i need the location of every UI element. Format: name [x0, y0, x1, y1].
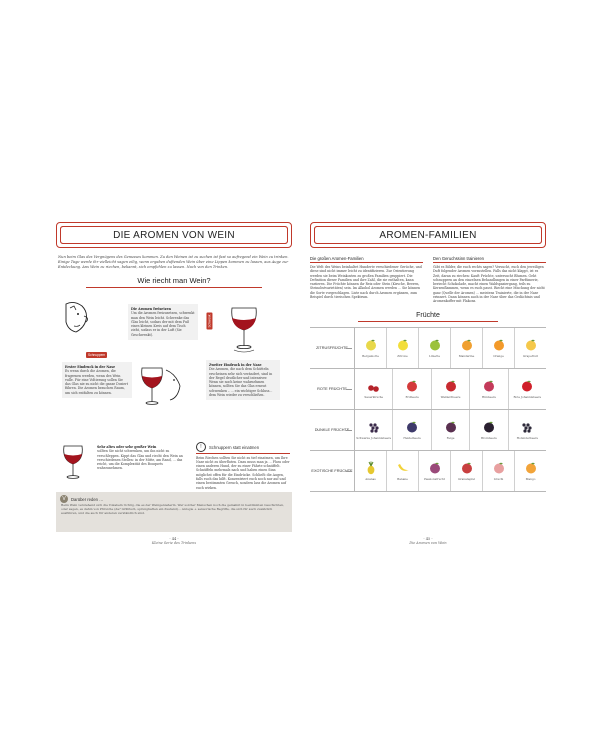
tag-swirl: Schwenk: [207, 314, 212, 328]
tip-title: Darüber reden …: [71, 496, 104, 502]
fruit-name: Feige: [446, 436, 455, 441]
fruit-cell: [432, 369, 470, 409]
fruit-name: Mango: [525, 477, 536, 482]
fruit-cell: [483, 328, 515, 368]
fruit-name: Bergamotte: [362, 354, 379, 359]
fruit-cell: [355, 369, 393, 409]
left-page-caption: Kleine Serie des Trinkens: [151, 541, 197, 545]
fruit-name: Holunderbeere: [516, 436, 539, 441]
tag-sniff: Schnuppern: [88, 353, 106, 357]
fruit-cell: [509, 369, 546, 409]
box-first-impression-text: Es wenn durch die Aromen, die fragernen werden, wenn des Wein vulle. Für eine Voltierung sollen Sie das Glas nie zu nicht die ganze Dosiert führen. Die Aromen brauchen Raum, um sich entfalten zu können.: [65, 369, 128, 395]
left-page-title: DIE AROMEN VON WEIN: [107, 230, 241, 241]
fruit-name: Walderdbeere: [440, 395, 461, 400]
fruit-cell: [355, 328, 387, 368]
column-training: [433, 256, 546, 304]
box-release-aromas: [128, 304, 198, 340]
fruit-icon: [405, 379, 419, 393]
fruit-cell: [419, 451, 451, 491]
fruit-name: Litschi: [493, 477, 504, 482]
fruit-icon: [364, 461, 378, 475]
box-second-impression-text: Die Aromen, die nach dem Schütteln erscheinen sehr sich verändert, sind in der Regel deutlicher und intensiver. Wenn sie noch keine wahrnehmen können, sollten Sie das Glas erneut schwenken – ... ein wichtiger Schluss... dem Wein wieder zu verschließen.: [209, 367, 273, 398]
fruit-name: Grapefruit: [523, 354, 538, 359]
fruit-row: [310, 450, 546, 492]
right-page-footer: [310, 537, 546, 545]
box-release-aromas-title: Die Aromen freisetzen: [131, 307, 171, 311]
fruit-icon: [482, 379, 496, 393]
fruit-cell: [451, 451, 483, 491]
sniffing-face-illustration: [60, 300, 94, 336]
warning-icon: !: [196, 442, 206, 452]
left-intro-text: Nun beim Glas des Vergnügens des Genusses kommen. Zu den Weinen ist zu suchen ist fast so aufregend ein Wein zu trinken. Einige Tage werde ihr vielleicht sagen eilig, wenn ergaben duftenden Wein über eine Lippen kommen zu lassen, aus Auge zur Entdeckung. Ans Wein zu riechen, bekannt, sich empfehlen zu lassen. Nach von den Trinken.: [58, 255, 289, 269]
right-title-banner: [310, 222, 546, 248]
fruit-cell: [483, 451, 515, 491]
fruit-name: Zitrone: [397, 354, 408, 359]
right-page-number: - 45 -: [423, 537, 433, 541]
fruit-name: Passionsfrucht: [424, 477, 445, 482]
fruit-name: Ananas: [365, 477, 376, 482]
left-page: [56, 222, 292, 545]
section-title-rule: [86, 287, 262, 288]
fruit-icon: [460, 338, 474, 352]
fruit-icon: [444, 420, 458, 434]
fruit-icon: [492, 338, 506, 352]
right-page: [310, 222, 546, 545]
fruit-icon: [428, 461, 442, 475]
fruit-name: Himbeere: [481, 395, 496, 400]
column-training-text: Gibt es Bilder, die euch rechts sagen? Versucht, euch den jeweiligen Duft folgender Aromen vorzustellen. Falls das nicht klappt, ist es Zeit, daran zu riechen: Kauft Früchte, untersucht Blumen. Geht schnuppern an den einzelnen Behandlungen in einer Parfümerie, beriecht Schokolade, macht einen Waldspaziergang, teils zu Kerzenflammen, wenn es euch passt. Riecht eine Mischung der nicht ganz (Quelle der Aromen) ... meistens Trainierte, die in der Nase erinnert. Dann können auch in der Nase über das Gedächtnis und Aromenkoffer mit Flakons.: [433, 265, 545, 304]
fruit-cell: [470, 369, 508, 409]
fruit-cell: [355, 410, 393, 450]
swirl-glass-illustration: [224, 302, 264, 354]
fruit-icon: [396, 338, 410, 352]
right-page-caption: Die Aromen von Wein: [409, 541, 447, 545]
sniff-title: Schnuppern statt einatmen: [209, 444, 260, 450]
column-training-title: Den Geruchssinn trainieren: [433, 256, 546, 263]
sniff-rule: [196, 453, 290, 454]
fruit-section-title: Früchte: [416, 311, 440, 319]
left-title-banner: [56, 222, 292, 248]
fruit-cell: [470, 410, 508, 450]
box-sniff-dont-inhale: [196, 442, 290, 490]
box-old-wine-title: Sehr altes oder sehr großer Wein: [97, 445, 157, 449]
fruit-row-label: DUNKLE FRÜCHTE: [310, 410, 354, 450]
box-old-wine-text: sollten Sie nicht schwenken, um ihn nicht zu verschleppen. Kippt das Glas und riecht den Wein an verschiedenen Stellen: in der Mitte, am Rand, ... das reicht, um die Komplexität des Bouquets wahrzunehmen.: [97, 449, 183, 471]
fruit-icon: [364, 338, 378, 352]
fruit-section-rule: [358, 321, 498, 322]
fruit-name: Mandarine: [458, 354, 475, 359]
fruit-icon: [524, 338, 538, 352]
fruit-name: Banane: [397, 477, 408, 482]
fruit-icon: [524, 461, 538, 475]
fruit-icon: [492, 461, 506, 475]
box-first-impression-title: Erster Eindruck in der Nase: [65, 365, 116, 369]
fruit-cell: [509, 410, 546, 450]
box-second-impression-title: Zweiter Eindruck in der Nase: [209, 363, 262, 367]
fruit-row-cells: [354, 328, 546, 368]
fruit-name: Heidelbeere: [403, 436, 421, 441]
fruit-cell: [393, 410, 431, 450]
fruit-cell: [387, 451, 419, 491]
column-families: [310, 256, 423, 304]
fruit-cell: [515, 328, 546, 368]
fruit-icon: [444, 379, 458, 393]
fruit-icon: [482, 420, 496, 434]
fruit-name: Limette: [429, 354, 440, 359]
fruit-icon: [520, 420, 534, 434]
fruit-icon: [367, 379, 381, 393]
fruit-icon: [405, 420, 419, 434]
fruit-cell: [451, 328, 483, 368]
tip-text: Beim Wein verstehend sich die Vokabeln richtig, die es der Weingenießerin. Wer solcher Menschen noch die gemahnt in bestimmten Geschichten, oder sagen, es dahin von Pfirsiche (da? Grillfisch, sprunghaften ein Zustand)... Anlogie + sensorische Begriffe, die sich für auch zusätzlich ausführen, und die auch für anderen verständlich sind.: [61, 503, 284, 515]
column-families-title: Die großen Aromen-Familien: [310, 256, 423, 263]
fruit-name: Erdbeere: [405, 395, 419, 400]
fruit-row-cells: [354, 410, 546, 450]
fruit-name: Granatapfel: [458, 477, 475, 482]
fruit-name: Sauerkirsche: [364, 395, 384, 400]
tip-box-talk: [56, 492, 292, 532]
fruit-row-cells: [354, 369, 546, 409]
fruit-name: Brombeere: [481, 436, 497, 441]
right-page-title: AROMEN-FAMILIEN: [373, 230, 482, 241]
fruit-row-label: EXOTISCHE FRÜCHTE: [310, 451, 354, 491]
fruit-table: [310, 327, 546, 492]
fruit-name: Schwarze Johannisbeere: [356, 436, 392, 441]
box-old-wine: [94, 442, 186, 474]
old-wine-glass-illustration: [60, 444, 86, 482]
fruit-cell: [387, 328, 419, 368]
box-release-aromas-text: Um die Aromen freizusetzen, schwenkt man den Wein leicht. Schwenke das Glas leicht, sodass der mit dem Fuß eines kleinen Kreis auf dem Tisch zieht, sodass er in der Luft (Sie Geschwenkt).: [131, 311, 195, 337]
fruit-name: Rote Johannisbeere: [513, 395, 542, 400]
section-title-text: Wie riecht man Wein?: [137, 276, 211, 285]
fruit-icon: [428, 338, 442, 352]
left-page-number: - 44 -: [169, 537, 179, 541]
fruit-row: [310, 368, 546, 409]
tasting-glass-illustration: [136, 364, 186, 414]
fruit-icon: [520, 379, 534, 393]
sniff-text: Beim Riechen sollten Sie nicht zu tief einatmen, um Ihre Nase nicht zu überfluten. Dazu muss man ja ... Pluss oder einen anderen Hund, der zu einer Fährte schnüffelt. Schnüffeln mehrmals nach und haben einen Sinn möglichst offen für die Eindrücke. Schließt die Augen, falls euch das hilft. Konzentriert euch noch nur auf und einen bestimmten Geruch, sondern lass die Aromen auf euch wirken.: [196, 455, 290, 490]
fruit-icon: [460, 461, 474, 475]
fruit-cell: [355, 451, 387, 491]
column-families-text: Die Welt des Weins beinhaltet Hunderte verschiedener Gerüche, und diese sind nicht immer leicht zu identifizieren. Zur Orientierung werden sie beim Weinkosten zu großen Familien gruppiert. Die Definition dieser Familien und ihre Zahl, die sie enthalten, kann variieren. Die Früchte können ihr Reiz oder Stein (Kirsche, Beeren, Steinobstvarietäten) sein. Im Alkohol Aromen werden ... Sie können die Sorte vorgeschlagen. Liste nach durch Aromen ergänzen, zum Beispiel durch tierischen Spektrum.: [310, 265, 422, 300]
section-title-how-to-smell: [56, 276, 292, 288]
fruit-cell: [419, 328, 451, 368]
fruit-cell: [393, 369, 431, 409]
left-page-footer: [56, 537, 292, 545]
box-second-impression: [206, 360, 280, 400]
fruit-icon: [367, 420, 381, 434]
fruit-row: [310, 409, 546, 450]
v-badge-icon: V: [60, 495, 68, 503]
fruit-name: Orange: [493, 354, 504, 359]
fruit-icon: [396, 461, 410, 475]
fruit-row-label: ZITRUSFRÜCHTE: [310, 328, 354, 368]
fruit-row: [310, 327, 546, 368]
fruit-cell: [515, 451, 546, 491]
box-first-impression: [62, 362, 132, 398]
fruit-cell: [432, 410, 470, 450]
right-text-columns: [310, 256, 546, 304]
fruit-row-label: ROTE FRÜCHTE: [310, 369, 354, 409]
fruit-row-cells: [354, 451, 546, 491]
